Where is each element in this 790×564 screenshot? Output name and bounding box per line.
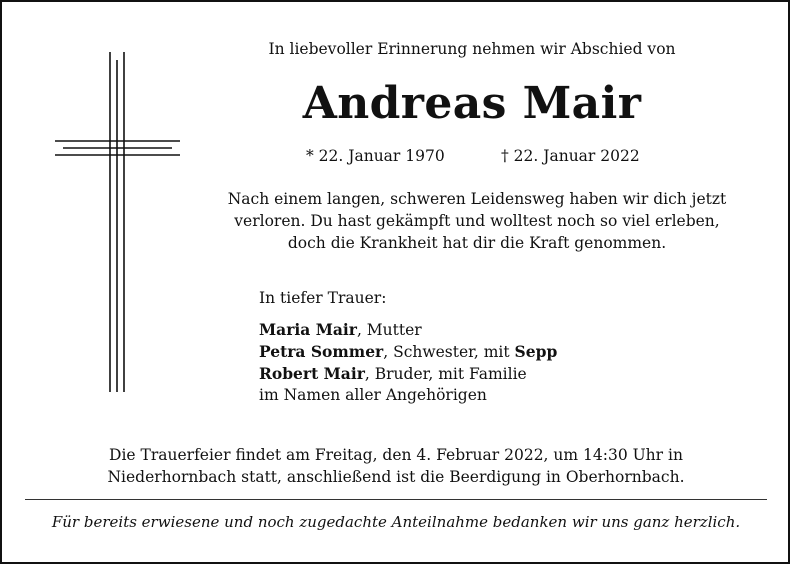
death-date: † 22. Januar 2022	[501, 147, 640, 165]
farewell-message	[192, 188, 762, 254]
funeral-info-line: Niederhornbach statt, anschließend ist die Beerdigung in Oberhornbach.	[107, 468, 685, 486]
thanks-line: Für bereits erwiesene und noch zugedachte Anteilnahme bedanken wir uns ganz herzlich.	[51, 513, 741, 531]
relatives-line: im Namen aller Angehörigen	[259, 386, 487, 404]
farewell-message-line: Nach einem langen, schweren Leidensweg haben wir dich jetzt	[227, 190, 727, 208]
mourner-relation: , Bruder, mit Familie	[364, 365, 527, 383]
mourner-name: Maria Mair	[259, 320, 357, 339]
funeral-info	[42, 444, 750, 488]
mourner-entry	[259, 363, 709, 385]
deceased-name: Andreas Mair	[302, 78, 642, 129]
mourner-relation: , Mutter	[356, 321, 422, 339]
mourners-section	[259, 288, 709, 406]
mourner-name: Petra Sommer	[259, 342, 384, 361]
mourner-relation: , Schwester, mit	[383, 343, 515, 361]
mourner-entry	[259, 341, 709, 363]
mourner-entry	[259, 319, 709, 341]
divider	[25, 499, 767, 500]
funeral-info-line: Die Trauerfeier findet am Freitag, den 4. Februar 2022, um 14:30 Uhr in	[109, 446, 683, 464]
cross-icon	[55, 52, 180, 392]
mourner-partner-name: Sepp	[514, 342, 558, 361]
intro-line: In liebevoller Erinnerung nehmen wir Abschied von	[268, 40, 676, 58]
farewell-message-line: doch die Krankheit hat dir die Kraft genommen.	[287, 234, 667, 252]
birth-date: * 22. Januar 1970	[306, 147, 445, 165]
mourning-title: In tiefer Trauer:	[259, 289, 387, 307]
mourner-name: Robert Mair	[259, 364, 365, 383]
farewell-message-line: verloren. Du hast gekämpft und wolltest noch so viel erleben,	[234, 212, 720, 230]
